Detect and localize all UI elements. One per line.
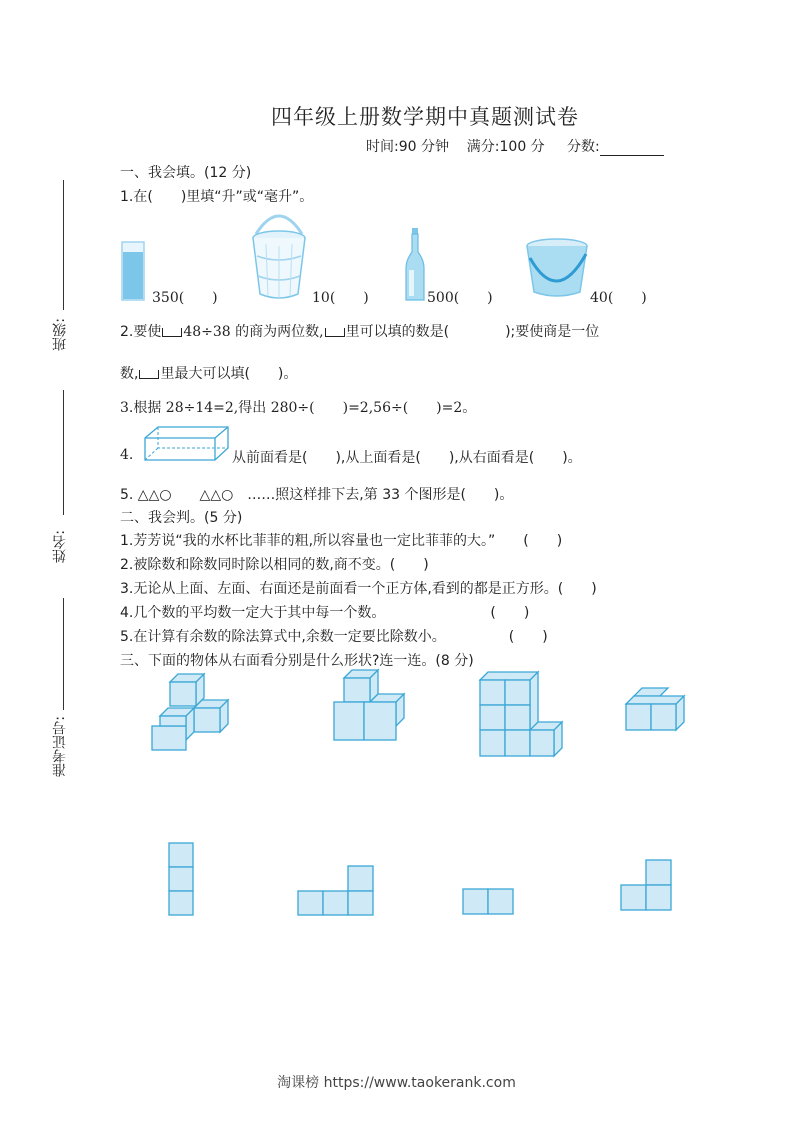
digit-box [162, 328, 182, 337]
bottle-icon [403, 226, 427, 302]
binding-line [63, 598, 64, 710]
section1-heading: 一、我会填。(12 分) [120, 165, 252, 181]
q1-answer-3[interactable]: 500( ) [427, 290, 493, 306]
question-3: 3.根据 28÷14=2,得出 280÷( )=2,56÷( )=2。 [120, 400, 477, 416]
question-2: 2.要使 48÷38 的商为两位数, 里可以填的数是( );要使商是一位 [120, 324, 600, 340]
score-label: 分数: [566, 139, 600, 155]
question-5: 5. △△○ △△○ ……照这样排下去,第 33 个图形是( )。 [120, 487, 514, 503]
cuboid-icon [142, 424, 232, 464]
exam-id-label: 准考证号: [52, 716, 68, 777]
exam-meta [366, 136, 664, 156]
digit-box [325, 328, 345, 337]
exam-full-score: 满分:100 分 [466, 139, 545, 155]
q1-answer-1[interactable]: 350( ) [152, 290, 218, 306]
cube-stack-1 [148, 670, 236, 754]
q1-answer-2[interactable]: 10( ) [312, 290, 369, 306]
question-4-number: 4. [120, 447, 134, 463]
page-title: 四年级上册数学期中真题测试卷 [271, 105, 579, 129]
question-4: 从前面看是( ),从上面看是( ),从右面看是( )。 [232, 450, 582, 466]
q1-answer-4[interactable]: 40( ) [590, 290, 647, 306]
binding-line [63, 390, 64, 515]
question-1: 1.在( )里填“升”或“毫升”。 [120, 189, 314, 205]
name-label: 姓名: [52, 530, 68, 563]
bucket-icon [248, 206, 310, 302]
judge-item: 5.在计算有余数的除法算式中,余数一定要比除数小。 ( ) [120, 629, 548, 645]
view-vertical-three [167, 841, 197, 919]
question-2-cont: 数, 里最大可以填( )。 [120, 366, 298, 382]
cube-stack-4 [622, 684, 688, 734]
exam-time: 时间:90 分钟 [366, 139, 449, 155]
digit-box [139, 370, 159, 379]
view-step-shape [619, 858, 673, 914]
judge-item: 1.芳芳说“我的水杯比菲菲的粗,所以容量也一定比菲菲的大。” ( ) [120, 533, 563, 549]
view-horizontal-two [461, 887, 515, 917]
section2-heading: 二、我会判。(5 分) [120, 510, 243, 526]
cube-stack-2 [330, 668, 406, 744]
glass-icon [118, 240, 148, 302]
pail-icon [524, 236, 590, 300]
view-l-shape [296, 864, 376, 918]
footer-watermark: 淘课榜 https://www.taokerank.com [277, 1075, 516, 1091]
judge-item: 2.被除数和除数同时除以相同的数,商不变。( ) [120, 557, 429, 573]
binding-line [63, 180, 64, 310]
cube-stack-3 [476, 670, 568, 760]
judge-item: 4.几个数的平均数一定大于其中每一个数。 ( ) [120, 605, 530, 621]
class-label: 班级: [52, 318, 68, 351]
judge-item: 3.无论从上面、左面、右面还是前面看一个正方体,看到的都是正方形。( ) [120, 581, 597, 597]
section3-heading: 三、下面的物体从右面看分别是什么形状?连一连。(8 分) [120, 653, 474, 669]
score-blank[interactable] [600, 141, 664, 156]
